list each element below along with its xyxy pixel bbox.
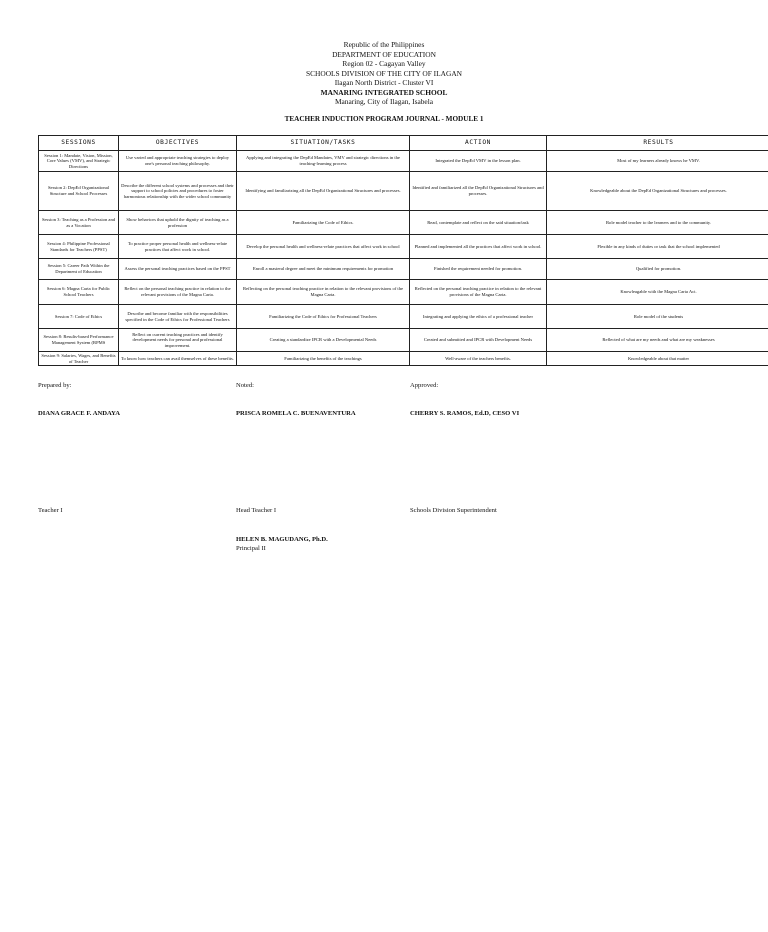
column-header-situation-tasks: SITUATION/TASKS — [237, 136, 410, 151]
column-header-objectives: OBJECTIVES — [119, 136, 237, 151]
column-header-sessions: SESSIONS — [39, 136, 119, 151]
situation-cell: Applying and integrating the DepEd Mandates, VMV and strategic directions in the teaching-learning process — [237, 151, 410, 172]
principal-name: HELEN B. MAGUDANG, Ph.D. — [236, 536, 328, 543]
approved-by-position: Schools Division Superintendent — [410, 507, 497, 514]
objective-cell: Reflect on current teaching practices and identify development needs for personal and professional improvement. — [119, 329, 237, 352]
action-cell: Read, contemplate and reflect on the said situation/task — [410, 211, 547, 235]
action-cell: Finished the requirement needed for promotion. — [410, 259, 547, 280]
table-row — [39, 259, 768, 280]
prepared-by-name: DIANA GRACE F. ANDAYA — [38, 410, 121, 417]
objective-cell: Assess the personal teaching practices based on the PPST — [119, 259, 237, 280]
prepared-by-label: Prepared by: — [38, 382, 72, 389]
session-cell: Session 3: Teaching as a Profession and as a Vocation — [39, 211, 119, 235]
result-cell: Qualified for promotion. — [547, 259, 768, 280]
objective-cell: Reflect on the personal teaching practice in relation to the relevant provisions of the Magna Carta. — [119, 280, 237, 305]
result-cell: Reflected of what are my needs and what are my weaknesses — [547, 329, 768, 352]
journal-table — [38, 135, 768, 366]
objective-cell: Show behaviors that uphold the dignity of teaching as a profession — [119, 211, 237, 235]
principal-position: Principal II — [236, 545, 266, 552]
situation-cell: Develop the personal health and wellness-relate practices that affect work in school — [237, 235, 410, 259]
table-row — [39, 280, 768, 305]
table-row — [39, 211, 768, 235]
table-row — [39, 235, 768, 259]
document-header — [0, 40, 768, 107]
result-cell: Knowledgeable about that matter — [547, 352, 768, 366]
school-name: MANARING INTEGRATED SCHOOL — [320, 87, 448, 97]
action-cell: Reflected on the personal teaching practice in relation to the relevant provisions of the Magna Carta. — [410, 280, 547, 305]
result-cell: Knowledgeable about the DepEd Organizational Structures and processes. — [547, 172, 768, 211]
session-cell: Session 6: Magna Carta for Public School Teachers — [39, 280, 119, 305]
session-cell: Session 1: Mandate, Vision, Mission, Core Values (VMV), and Strategic Directions — [39, 151, 119, 172]
situation-cell: Identifying and familiarizing all the DepEd Organizational Structures and processes. — [237, 172, 410, 211]
school-address: Manaring, City of Ilagan, Isabela — [334, 97, 434, 106]
noted-by-name: PRISCA ROMELA C. BUENAVENTURA — [236, 410, 356, 417]
approved-by-name: CHERRY S. RAMOS, Ed.D, CESO VI — [410, 410, 520, 417]
objective-cell: To know how teachers can avail themselves of these benefits. — [119, 352, 237, 366]
result-cell: Most of my learners already knows he VMV. — [547, 151, 768, 172]
situation-cell: Enroll a masteral degree and meet the minimum requirements for promotion — [237, 259, 410, 280]
action-cell: Integrating and applying the ethics of a professional teacher — [410, 305, 547, 329]
situation-cell: Familiarizing the benefits of the teachings — [237, 352, 410, 366]
situation-cell: Familiarizing the Code of Ethics for Professional Teachers — [237, 305, 410, 329]
objective-cell: Describe and become familiar with the responsibilities specified in the Code of Ethics for Professional Teachers — [119, 305, 237, 329]
column-header-results: RESULTS — [547, 136, 768, 151]
session-cell: Session 2: DepEd Organizational Structure and School Processes — [39, 172, 119, 211]
prepared-by-position: Teacher I — [38, 507, 63, 514]
district-line: Ilagan North District - Cluster VI — [334, 78, 434, 87]
result-cell: Role model of the students — [547, 305, 768, 329]
table-row — [39, 172, 768, 211]
session-cell: Session 7: Code of Ethics — [39, 305, 119, 329]
situation-cell: Creating a standardize IPCR with a Developmental Needs — [237, 329, 410, 352]
session-cell: Session 9: Salaries, Wages, and Benefits of Teacher — [39, 352, 119, 366]
action-cell: Well-aware of the teachers benefits. — [410, 352, 547, 366]
objective-cell: Use varied and appropriate teaching strategies to deploy one's personal teaching philosophy. — [119, 151, 237, 172]
department-line: DEPARTMENT OF EDUCATION — [332, 49, 436, 59]
result-cell: Knowleagable with the Magna Carta Act. — [547, 280, 768, 305]
division-line: SCHOOLS DIVISION OF THE CITY OF ILAGAN — [305, 68, 463, 78]
objective-cell: Describe the different school systems and processes and their support to school policies and procedures to foster harmonious relationship with the wider school community — [119, 172, 237, 211]
action-cell: Identified and familiarized all the DepEd Organizational Structures and processes. — [410, 172, 547, 211]
situation-cell: Familiarizing the Code of Ethics. — [237, 211, 410, 235]
objective-cell: To practice proper personal health and wellness-relate practices that affect work in school. — [119, 235, 237, 259]
republic-line: Republic of the Philippines — [343, 40, 425, 49]
session-cell: Session 5: Career Path Within the Department of Education — [39, 259, 119, 280]
noted-label: Noted: — [236, 382, 254, 389]
session-cell: Session 4: Philippine Professional Standards for Teachers (PPST) — [39, 235, 119, 259]
action-cell: Planned and implemented all the practices that affect work in school. — [410, 235, 547, 259]
table-header-row — [39, 136, 768, 151]
column-header-action: ACTION — [410, 136, 547, 151]
action-cell: Created and submitted and IPCR with Development Needs — [410, 329, 547, 352]
table-row — [39, 305, 768, 329]
session-cell: Session 8: Results-based Performance Management System (RPMS — [39, 329, 119, 352]
region-line: Region 02 - Cagayan Valley — [342, 59, 426, 68]
table-row — [39, 151, 768, 172]
action-cell: Integrated the DepEd VMV in the lesson plan. — [410, 151, 547, 172]
situation-cell: Reflecting on the personal teaching practice in relation to the relevant provisions of the Magna Carta. — [237, 280, 410, 305]
table-row — [39, 352, 768, 366]
result-cell: Role model teacher to the learners and to the community. — [547, 211, 768, 235]
result-cell: Flexible in any kinds of duties or task that the school implemented — [547, 235, 768, 259]
noted-by-position: Head Teacher I — [236, 507, 277, 514]
page-title: TEACHER INDUCTION PROGRAM JOURNAL - MODULE 1 — [284, 115, 484, 123]
table-row — [39, 329, 768, 352]
approved-label: Approved: — [410, 382, 439, 389]
